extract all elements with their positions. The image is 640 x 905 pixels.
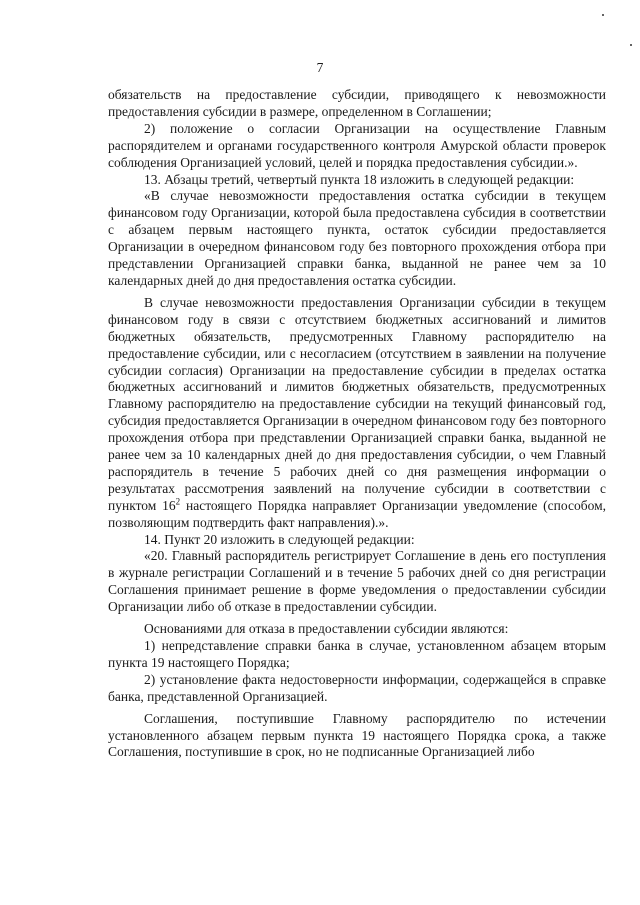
- paragraph: «В случае невозможности предоставления остатка субсидии в текущем финансовом году Организации, которой была предоставлена субсидия в соответствии с абзацем первым настоящего пункта, остаток субсидии предоставляется Организации в очередном финансовом году без повторного прохождения отбора при представлении Организацией справки банка, выданной не ранее чем за 10 календарных дней до дня предоставления остатка субсидии.: [108, 188, 606, 288]
- paragraph: 13. Абзацы третий, четвертый пункта 18 изложить в следующей редакции:: [144, 171, 575, 187]
- paragraph: 2) установление факта недостоверности информации, содержащейся в справке банка, представленной Организацией.: [108, 671, 606, 704]
- page-number: 7: [316, 60, 324, 75]
- paragraph-text: настоящего Порядка направляет Организации уведомление (способом, позволяющим подтвердить факт направления).».: [108, 497, 607, 530]
- paragraph: «20. Главный распорядитель регистрирует Соглашение в день его поступления в журнале регистрации Соглашений и в течение 5 рабочих дней со дня регистрации Соглашения принимает решение в форме уведомления о предоставлении субсидии Организации либо об отказе в предоставлении субсидии.: [108, 548, 606, 615]
- paragraph: обязательств на предоставление субсидии, приводящего к невозможности предоставления субсидии в размере, определенном в Соглашении;: [108, 87, 606, 119]
- scan-speck: [630, 44, 632, 46]
- paragraph: 14. Пункт 20 изложить в следующей редакции:: [144, 531, 415, 547]
- paragraph: Соглашения, поступившие Главному распорядителю по истечении установленного абзацем первым пункта 19 настоящего Порядка срока, а также Соглашения, поступившие в срок, но не подписанные Организацией либо: [108, 710, 606, 760]
- paragraph-text: В случае невозможности предоставления Организации субсидии в текущем финансовом году в связи с отсутствием бюджетных ассигнований и лимитов бюджетных обязательств, предусмотренных Главному распорядителю на предоставление субсидии, или с несогласием (отсутствием в заявлении на получение субсидии согласия) Организации на предоставление субсидии в пределах остатка бюджетных ассигнований и лимитов бюджетных обязательств, предусмотренных Главному распорядителю на предоставление субсидии на текущий финансовый год, субсидия предоставляется Организации в очередном финансовом году без повторного прохождения отбора при представлении Организацией справки банка, выданной не ранее чем за 10 календарных дней до дня предоставления субсидии, о чем Главный распорядитель в течение 5 рабочих дней со дня размещения информации о результатах рассмотрения заявлений на получение субсидии в соответствии с пунктом 16: [108, 294, 606, 513]
- paragraph: [108, 295, 606, 532]
- paragraph: 1) непредставление справки банка в случае, установленном абзацем вторым пункта 19 настоящего Порядка;: [108, 638, 606, 670]
- paragraph: 2) положение о согласии Организации на осуществление Главным распорядителем и органами государственного контроля Амурской области проверок соблюдения Организацией условий, целей и порядка предоставления субсидии.».: [108, 120, 606, 170]
- document-body: [108, 87, 606, 761]
- paragraph: Основаниями для отказа в предоставлении субсидии являются:: [144, 621, 509, 637]
- superscript: 2: [175, 496, 181, 507]
- scan-speck: [602, 14, 604, 16]
